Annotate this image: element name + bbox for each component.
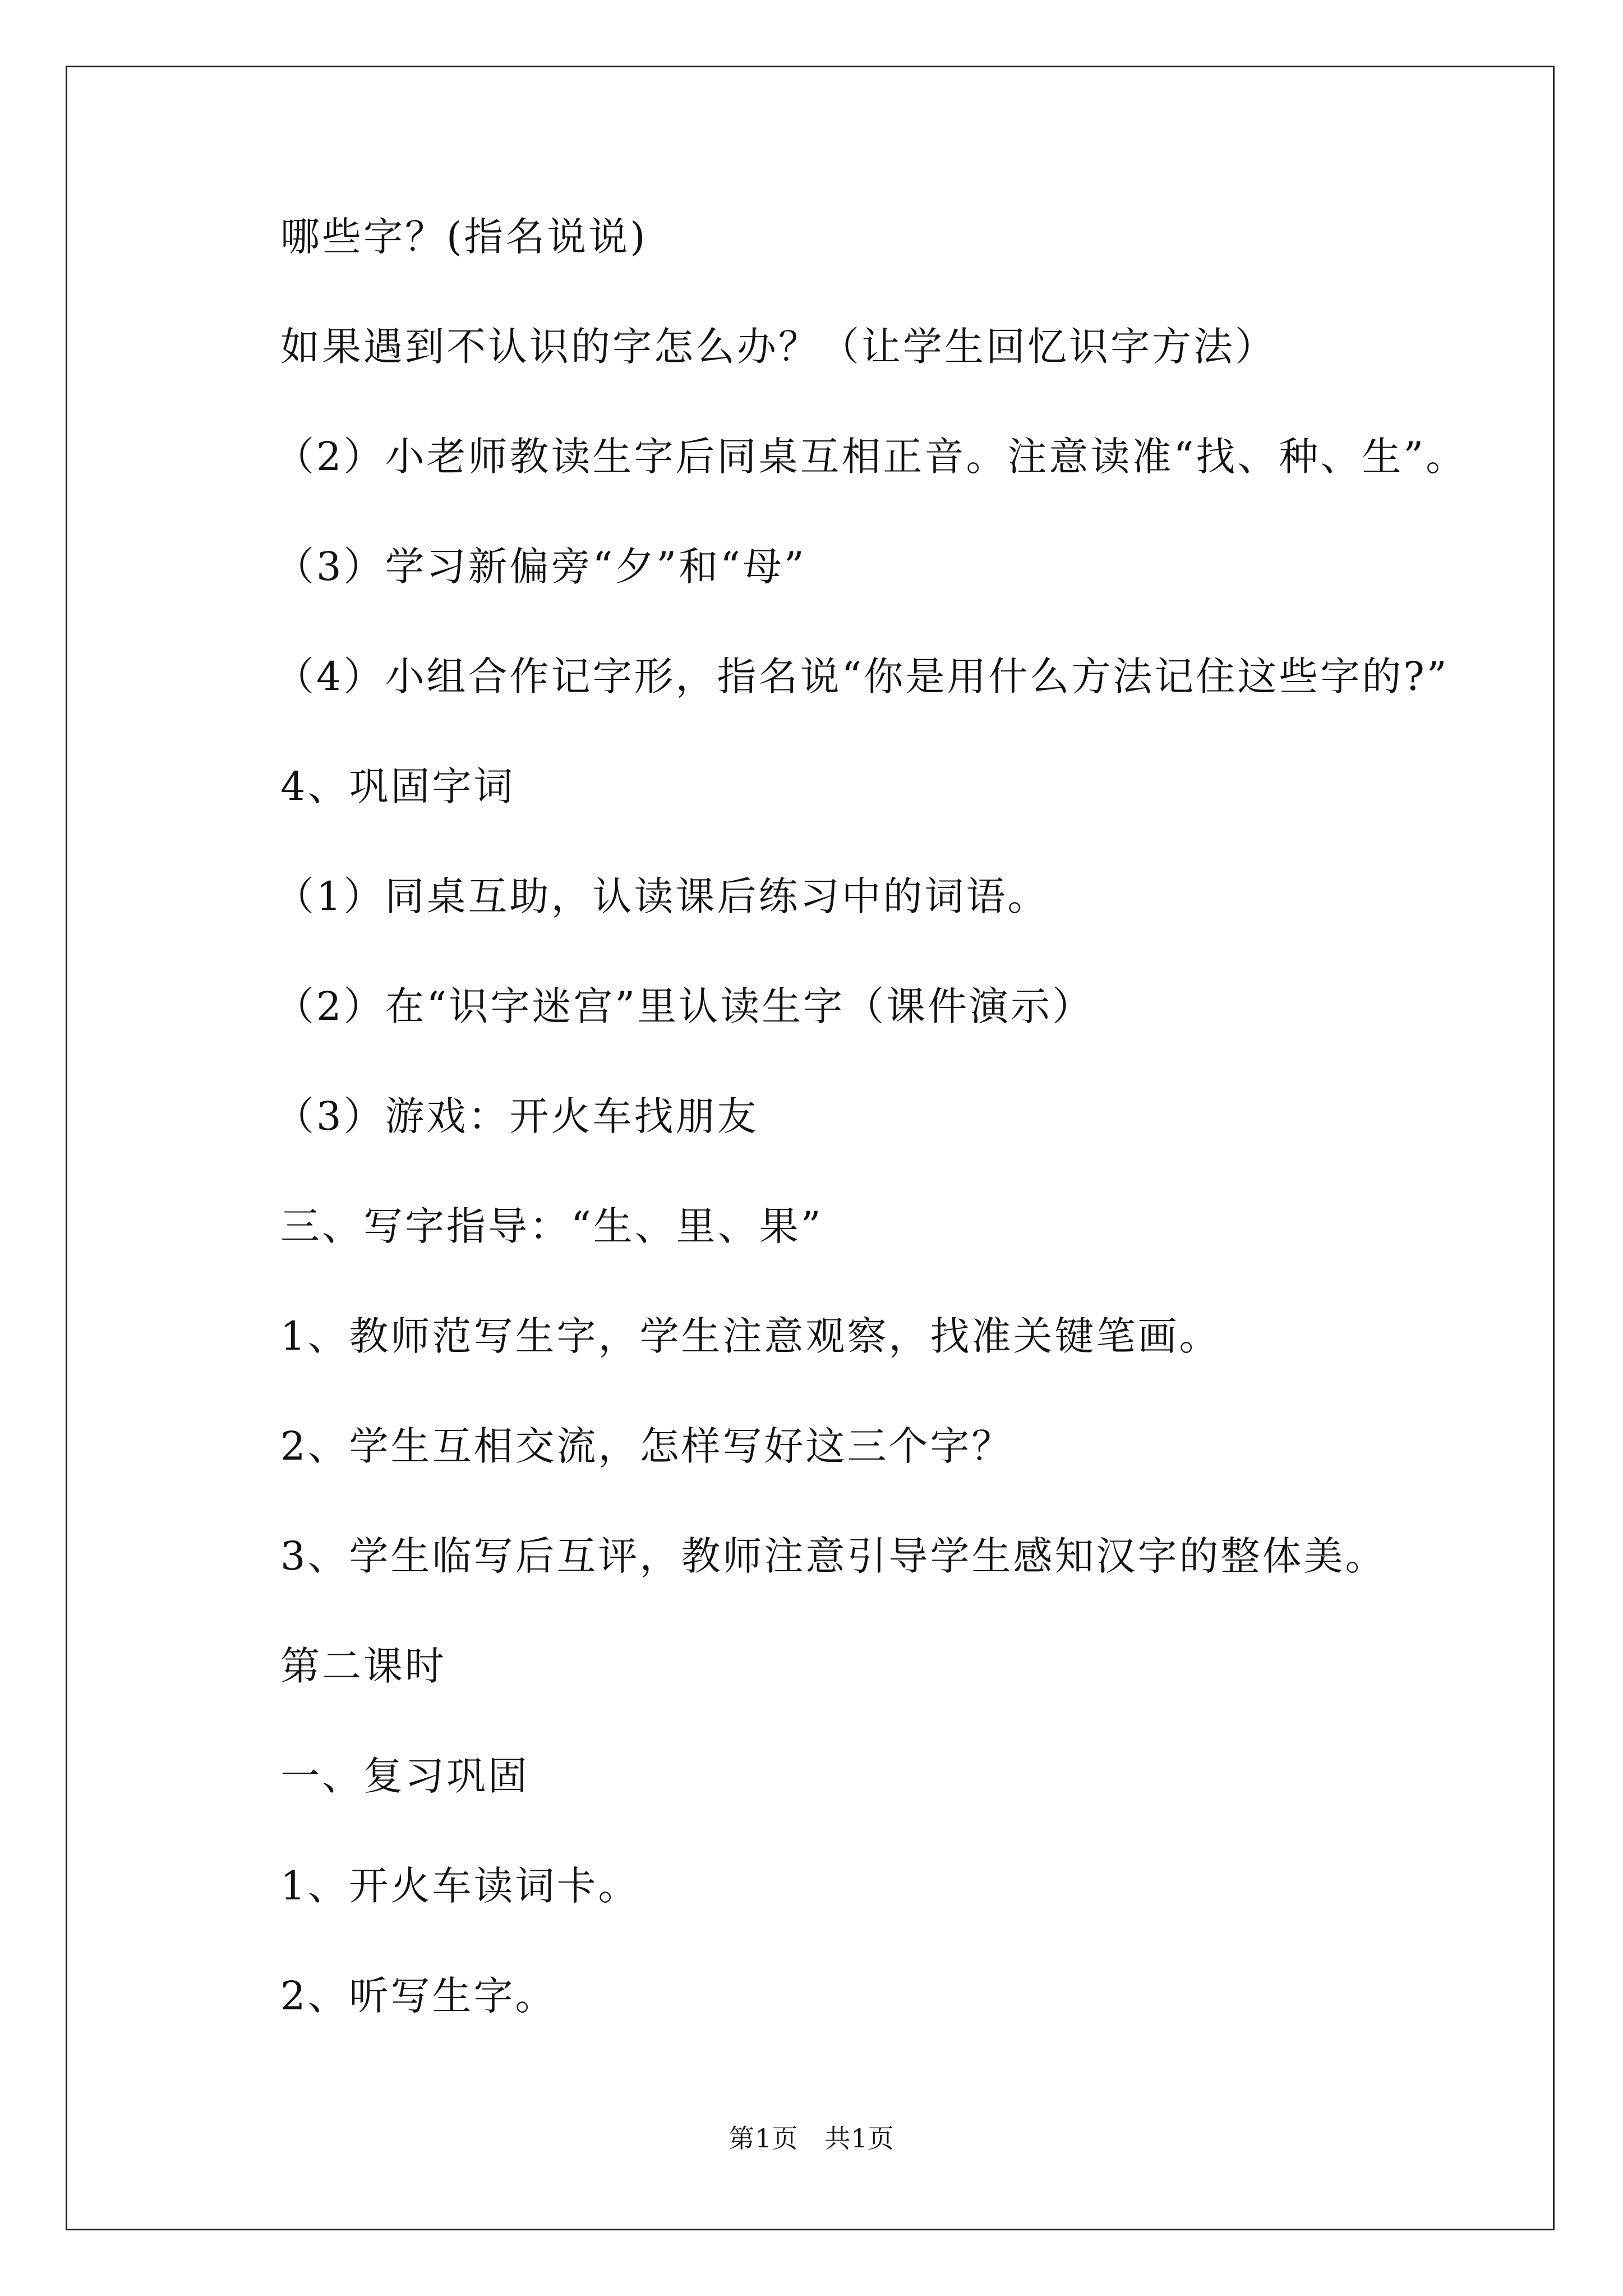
text-line: （2）小老师教读生字后同桌互相正音。注意读准“找、种、生”。 xyxy=(275,434,1468,480)
text-line: （2）在“识字迷宫”里认读生字（课件演示） xyxy=(275,983,1094,1029)
total-pages-label: 共1页 xyxy=(824,2123,895,2154)
text-line: （3）学习新偏旁“夕”和“母” xyxy=(275,544,806,590)
text-line: 1、开火车读词卡。 xyxy=(280,1863,640,1909)
text-line: （1）同桌互助，认读课后练习中的词语。 xyxy=(275,873,1049,919)
document-body xyxy=(275,213,1503,2082)
text-line: （4）小组合作记字形，指名说“你是用什么方法记住这些字的?” xyxy=(275,654,1449,700)
text-line: 3、学生临写后互评，教师注意引导学生感知汉字的整体美。 xyxy=(280,1533,1387,1579)
page-footer xyxy=(0,2123,1623,2154)
text-line: 1、教师范写生字，学生注意观察，找准关键笔画。 xyxy=(280,1313,1221,1359)
text-line: 2、听写生字。 xyxy=(280,1973,557,2019)
section-heading: 三、写字指导：“生、里、果” xyxy=(280,1203,823,1249)
text-line: 如果遇到不认识的字怎么办？（让学生回忆识字方法） xyxy=(280,324,1276,370)
section-heading: 第二课时 xyxy=(280,1643,446,1689)
current-page-label: 第1页 xyxy=(728,2123,799,2154)
text-line: 4、巩固字词 xyxy=(280,763,515,809)
text-line: 2、学生互相交流，怎样写好这三个字？ xyxy=(280,1423,1013,1469)
text-line: 哪些字？(指名说说) xyxy=(280,214,648,260)
text-line: （3）游戏：开火车找朋友 xyxy=(275,1093,759,1139)
section-heading: 一、复习巩固 xyxy=(280,1753,529,1799)
